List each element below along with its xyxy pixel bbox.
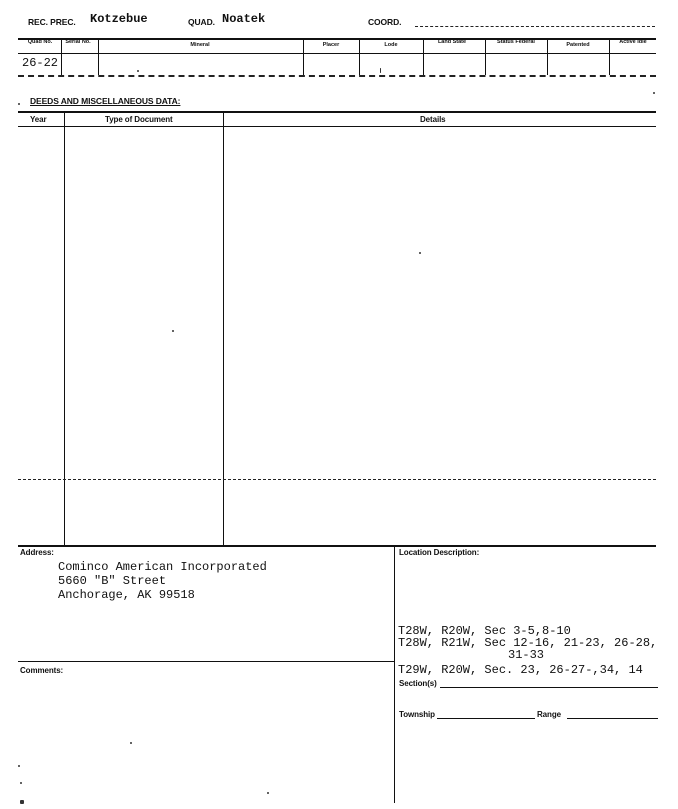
col-header-land-state: Land State: [437, 39, 467, 45]
patented-cell[interactable]: [548, 54, 609, 74]
col-header-status-federal: Status Federal: [497, 39, 535, 45]
col-header-placer: Placer: [322, 42, 340, 48]
col-header-quad-no: Quad No.: [27, 39, 53, 45]
col-header-serial-no: Serial No.: [65, 39, 91, 45]
deeds-col-year: Year: [30, 115, 47, 124]
claims-table-bottom-rule: [18, 75, 656, 77]
comments-area[interactable]: [19, 678, 393, 802]
township-field-line[interactable]: [437, 718, 535, 719]
deeds-top-rule: [18, 111, 656, 113]
address-line-1[interactable]: Cominco American Incorporated: [58, 560, 267, 574]
location-line-2[interactable]: T28W, R21W, Sec 12-16, 21-23, 26-28,: [398, 636, 658, 650]
scan-speck: [20, 800, 24, 804]
scan-speck: [267, 792, 269, 794]
deeds-details-area[interactable]: [224, 127, 656, 543]
location-line-1[interactable]: T28W, R20W, Sec 3-5,8-10: [398, 624, 571, 638]
bottom-section-divider: [394, 545, 395, 803]
serial-no-cell[interactable]: [62, 54, 98, 74]
deeds-year-area[interactable]: [19, 127, 63, 543]
deeds-col-details: Details: [420, 115, 446, 124]
quad-label: QUAD.: [188, 17, 215, 27]
comments-top-rule: [18, 661, 394, 662]
rec-prec-label: REC. PREC.: [28, 17, 76, 27]
land-state-cell[interactable]: [424, 54, 485, 74]
address-line-2[interactable]: 5660 "B" Street: [58, 574, 167, 588]
col-header-mineral: Mineral: [190, 42, 210, 48]
township-label: Township: [399, 710, 435, 719]
status-federal-cell[interactable]: [486, 54, 547, 74]
comments-label: Comments:: [20, 666, 64, 675]
range-field-line[interactable]: [567, 718, 658, 719]
scan-speck: [419, 252, 421, 254]
deeds-col-type: Type of Document: [105, 115, 173, 124]
quad-no-cell[interactable]: 26-22: [22, 56, 59, 70]
col-header-active-idle: Active Idle: [619, 39, 647, 45]
scan-speck: [172, 330, 174, 332]
scan-speck: [380, 68, 381, 73]
scan-speck: [137, 70, 139, 72]
address-label: Address:: [20, 548, 54, 557]
coord-dashed-line: [415, 26, 655, 27]
location-line-4[interactable]: T29W, R20W, Sec. 23, 26-27-,34, 14: [398, 663, 643, 677]
location-line-3[interactable]: 31-33: [508, 648, 545, 662]
scan-speck: [18, 103, 20, 105]
deeds-title: DEEDS AND MISCELLANEOUS DATA:: [30, 96, 181, 106]
rec-prec-value[interactable]: Kotzebue: [90, 12, 148, 26]
lode-cell[interactable]: [360, 54, 423, 74]
range-label: Range: [537, 710, 561, 719]
scan-speck: [20, 782, 22, 784]
coord-label: COORD.: [368, 17, 402, 27]
scan-speck: [18, 765, 20, 767]
scan-speck: [653, 92, 655, 94]
deeds-type-area[interactable]: [65, 127, 222, 543]
col-header-lode: Lode: [384, 42, 398, 48]
claims-table-top-rule: [18, 38, 656, 40]
quad-value[interactable]: Noatek: [222, 12, 266, 26]
section-field-line[interactable]: [440, 687, 658, 688]
active-idle-cell[interactable]: [610, 54, 656, 74]
scan-speck: [130, 742, 132, 744]
placer-cell[interactable]: [304, 54, 359, 74]
section-label: Section(s): [399, 679, 437, 688]
col-header-patented: Patented: [566, 42, 590, 48]
bottom-section-top-rule: [18, 545, 656, 547]
location-label: Location Description:: [399, 548, 480, 557]
mineral-cell[interactable]: [99, 54, 303, 74]
address-line-3[interactable]: Anchorage, AK 99518: [58, 588, 195, 602]
